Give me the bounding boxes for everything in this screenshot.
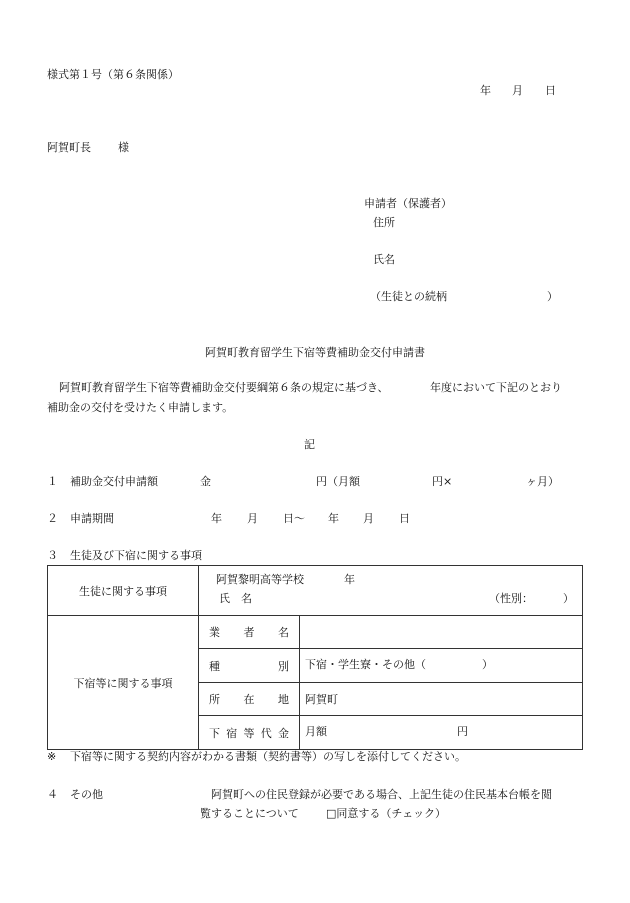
form-number: 様式第１号（第６条関係） [47, 68, 179, 81]
gender-close: ） [563, 592, 574, 605]
type-label-cell [199, 649, 300, 683]
item3-label: 生徒及び下宿に関する事項 [70, 549, 202, 562]
operator-label: 業 者 名 [209, 626, 289, 639]
student-header: 生徒に関する事項 [48, 566, 199, 616]
cost-label: 下 宿 等 代 金 [209, 726, 289, 740]
item1-yen-times: 円× [432, 475, 453, 488]
location-value: 阿賀町 [305, 693, 338, 706]
location-label-cell [199, 683, 300, 716]
item1-label: 補助金交付申請額 [70, 475, 158, 488]
date-year-label: 年 [480, 84, 491, 97]
item2-from-year: 年 [211, 512, 222, 525]
cost-yen: 円 [457, 725, 468, 738]
item1-kin: 金 [200, 475, 211, 488]
body-line-2: 補助金の交付を受けたく申請します。 [47, 401, 234, 414]
gender-label: （性別： [489, 592, 533, 605]
type-label: 種 別 [209, 659, 289, 673]
item3-number: ３ [47, 549, 58, 562]
ki-mark: 記 [304, 438, 315, 451]
cost-value-cell [300, 716, 583, 750]
item2-to-day: 日 [399, 512, 410, 525]
applicant-relation-open: （生徒との続柄 [370, 290, 447, 303]
date-month-label: 月 [512, 84, 523, 97]
type-options: 下宿・学生寮・その他（ [305, 658, 426, 671]
item4-line-1: 阿賀町への住民登録が必要である場合、上記生徒の住民基本台帳を閲 [211, 788, 552, 801]
item2-number: ２ [47, 512, 58, 525]
addressee-honorific: 様 [118, 141, 129, 154]
location-label: 所 在 地 [209, 693, 289, 706]
applicant-address-label: 住所 [373, 216, 395, 229]
item2-from-month: 月 [247, 512, 258, 525]
note-text: 下宿等に関する契約内容がわかる書類（契約書等）の写しを添付してください。 [70, 750, 466, 763]
consent-checkbox[interactable]: □同意する（チェック） [326, 807, 447, 820]
applicant-heading: 申請者（保護者） [364, 197, 452, 210]
cost-monthly-label: 月額 [305, 725, 327, 738]
item2-label: 申請期間 [70, 512, 114, 525]
item4-line-2: 覧することについて [200, 807, 299, 820]
item2-to-year: 年 [328, 512, 339, 525]
student-info-cell [199, 566, 583, 616]
lodging-header: 下宿等に関する事項 [48, 616, 199, 750]
body-line-1a: 阿賀町教育留学生下宿等費補助金交付要綱第６条の規定に基づき、 [59, 381, 389, 394]
item1-months: ヶ月） [526, 475, 559, 488]
addressee-name: 阿賀町長 [47, 141, 91, 154]
table-row [48, 566, 583, 616]
item1-number: １ [47, 475, 58, 488]
cost-label-cell [199, 716, 300, 750]
table-row [48, 616, 583, 649]
school-name: 阿賀黎明高等学校 [216, 573, 304, 586]
document-title: 阿賀町教育留学生下宿等費補助金交付申請書 [205, 346, 425, 359]
info-table [47, 565, 583, 750]
date-day-label: 日 [545, 84, 556, 97]
item2-from-day: 日～ [283, 512, 305, 525]
grade-label: 年 [344, 573, 355, 586]
item2-to-month: 月 [363, 512, 374, 525]
item1-yen-monthly: 円（月額 [316, 475, 360, 488]
item4-number: ４ [47, 788, 58, 801]
operator-label-cell [199, 616, 300, 649]
type-value-cell [300, 649, 583, 683]
applicant-name-label: 氏名 [373, 253, 395, 266]
operator-value-cell [300, 616, 583, 649]
item4-label: その他 [70, 788, 103, 801]
note-mark: ※ [47, 750, 57, 763]
student-name-label: 氏 名 [219, 592, 252, 605]
type-close: ） [482, 658, 493, 671]
applicant-relation-close: ） [547, 290, 558, 303]
body-line-1b: 年度において下記のとおり [430, 381, 562, 394]
location-value-cell [300, 683, 583, 716]
